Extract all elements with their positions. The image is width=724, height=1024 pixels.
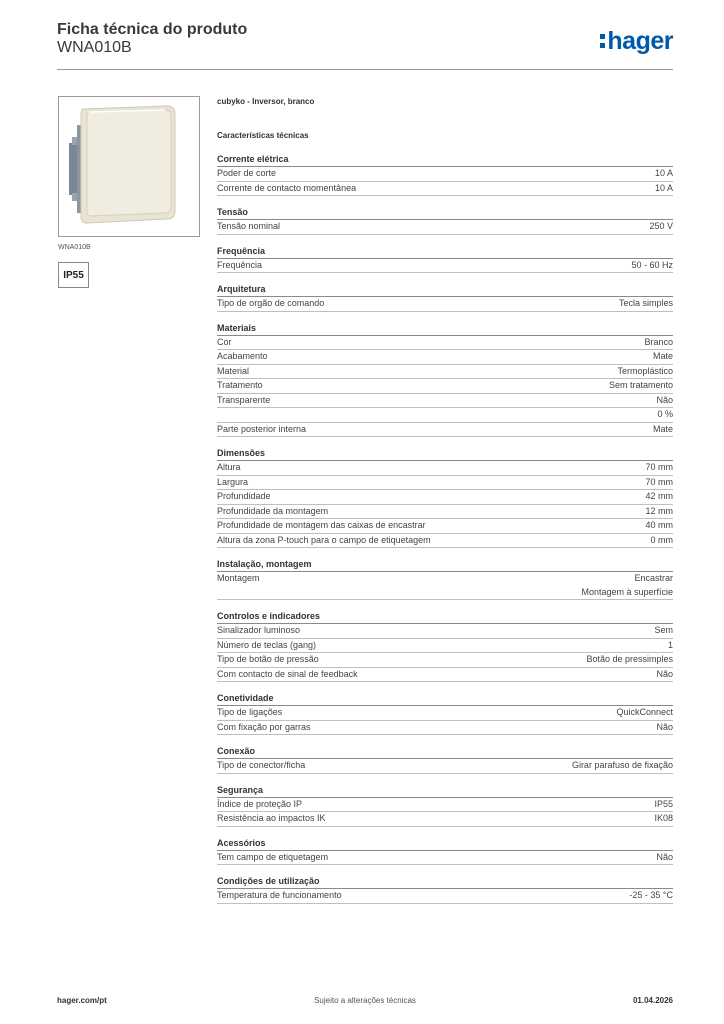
spec-row xyxy=(217,706,673,721)
spec-row xyxy=(217,394,673,409)
spec-label: Material xyxy=(217,365,250,376)
spec-row xyxy=(217,624,673,639)
spec-label: Corrente de contacto momentânea xyxy=(217,182,357,193)
footer-notice: Sujeito a alterações técnicas xyxy=(314,996,416,1005)
section-title: Segurança xyxy=(217,784,673,798)
document-header xyxy=(57,21,673,69)
spec-value: -25 - 35 °C xyxy=(629,890,673,900)
product-image xyxy=(58,96,200,237)
spec-value: QuickConnect xyxy=(616,707,673,717)
spec-value: Não xyxy=(656,721,673,732)
spec-value: Sem tratamento xyxy=(608,380,673,390)
spec-row xyxy=(217,721,673,736)
header-divider xyxy=(57,69,673,70)
spec-row xyxy=(217,534,673,549)
spec-value: 40 mm xyxy=(645,520,673,530)
logo-text: hager xyxy=(607,27,673,55)
section-title: Conexão xyxy=(217,745,673,759)
spec-value: Branco xyxy=(644,336,673,347)
spec-section xyxy=(217,558,673,600)
spec-label: Tem campo de etiquetagem xyxy=(217,851,329,862)
product-code: WNA010B xyxy=(57,39,132,56)
spec-value-line: Encastrar xyxy=(634,573,673,583)
spec-label: Temperatura de funcionamento xyxy=(217,890,342,900)
spec-row xyxy=(217,365,673,380)
spec-section xyxy=(217,245,673,274)
spec-row xyxy=(217,167,673,182)
spec-value: 1 xyxy=(667,639,673,650)
spec-label: Tipo de conector/ficha xyxy=(217,760,306,770)
spec-label: Índice de proteção IP xyxy=(217,798,303,809)
spec-value-line: Montagem à superfície xyxy=(581,586,673,597)
spec-row xyxy=(217,423,673,438)
spec-sections xyxy=(217,153,673,904)
spec-value: Não xyxy=(656,851,673,862)
spec-label: Largura xyxy=(217,476,249,487)
spec-row xyxy=(217,220,673,235)
spec-section xyxy=(217,206,673,235)
spec-row xyxy=(217,759,673,774)
spec-section xyxy=(217,784,673,827)
spec-label: Parte posterior interna xyxy=(217,423,307,434)
spec-value: Botão de pressimples xyxy=(586,654,673,664)
spec-value: 50 - 60 Hz xyxy=(631,259,673,270)
spec-value xyxy=(581,572,673,599)
spec-row xyxy=(217,182,673,197)
spec-row xyxy=(217,490,673,505)
image-caption: WNA010B xyxy=(58,244,91,251)
spec-label: Profundidade da montagem xyxy=(217,505,329,516)
spec-value: 0 mm xyxy=(650,534,673,545)
switch-illustration-icon xyxy=(59,97,199,236)
spec-value: 10 A xyxy=(654,182,673,193)
spec-row xyxy=(217,505,673,520)
document-footer xyxy=(57,996,673,1010)
spec-row xyxy=(217,572,673,600)
spec-value: 12 mm xyxy=(645,505,673,516)
spec-row xyxy=(217,653,673,668)
spec-label: Tipo de botão de pressão xyxy=(217,654,319,664)
spec-section xyxy=(217,283,673,312)
product-description: cubyko - Inversor, branco xyxy=(217,97,315,106)
spec-section xyxy=(217,692,673,735)
spec-row xyxy=(217,259,673,274)
spec-label: Tensão nominal xyxy=(217,221,281,231)
section-title: Acessórios xyxy=(217,837,673,851)
spec-row xyxy=(217,798,673,813)
spec-row xyxy=(217,476,673,491)
spec-value: Termoplástico xyxy=(617,365,673,376)
spec-row xyxy=(217,379,673,394)
section-title: Conetividade xyxy=(217,692,673,706)
footer-date: 01.04.2026 xyxy=(632,996,673,1005)
section-title: Condições de utilização xyxy=(217,875,673,889)
spec-section xyxy=(217,837,673,866)
spec-label: Transparente xyxy=(217,394,271,405)
spec-row xyxy=(217,639,673,654)
section-title: Corrente elétrica xyxy=(217,153,673,167)
section-title: Tensão xyxy=(217,206,673,220)
document-title: Ficha técnica do produto xyxy=(57,21,248,38)
spec-row xyxy=(217,336,673,351)
spec-label: Cor xyxy=(217,336,232,347)
section-title: Dimensões xyxy=(217,447,673,461)
section-title: Controlos e indicadores xyxy=(217,610,673,624)
spec-label: Tipo de ligações xyxy=(217,707,283,717)
spec-row xyxy=(217,408,673,423)
spec-value: Não xyxy=(656,668,673,679)
spec-section xyxy=(217,745,673,774)
spec-section xyxy=(217,610,673,682)
section-title: Instalação, montagem xyxy=(217,558,673,572)
spec-label: Altura xyxy=(217,462,241,472)
spec-row xyxy=(217,461,673,476)
spec-label: Profundidade xyxy=(217,491,271,501)
spec-section xyxy=(217,153,673,196)
spec-label: Altura da zona P-touch para o campo de etiquetagem xyxy=(217,534,431,545)
spec-value: 10 A xyxy=(654,168,673,178)
spec-value: 70 mm xyxy=(645,462,673,472)
spec-value: 70 mm xyxy=(645,476,673,487)
spec-value: 42 mm xyxy=(645,491,673,501)
spec-value: Sem xyxy=(654,625,673,635)
footer-website: hager.com/pt xyxy=(57,996,107,1005)
spec-row xyxy=(217,851,673,866)
spec-label: Sinalizador luminoso xyxy=(217,625,301,635)
spec-value: IK08 xyxy=(654,813,673,823)
technical-characteristics-heading: Características técnicas xyxy=(217,131,309,140)
ip-rating-badge: IP55 xyxy=(58,262,89,288)
spec-value: Não xyxy=(656,394,673,405)
spec-section xyxy=(217,875,673,904)
spec-label: Poder de corte xyxy=(217,168,277,178)
spec-value: 0 % xyxy=(657,409,673,419)
spec-value: Tecla simples xyxy=(618,298,673,308)
spec-row xyxy=(217,350,673,365)
spec-label: Profundidade de montagem das caixas de encastrar xyxy=(217,520,426,530)
spec-label: Com fixação por garras xyxy=(217,721,311,732)
section-title: Materiais xyxy=(217,322,673,336)
spec-label: Número de teclas (gang) xyxy=(217,639,317,650)
spec-row xyxy=(217,812,673,827)
spec-row xyxy=(217,519,673,534)
spec-row xyxy=(217,668,673,683)
spec-row xyxy=(217,297,673,312)
spec-label: Resistência ao impactos IK xyxy=(217,813,326,823)
spec-row xyxy=(217,889,673,904)
spec-value: Mate xyxy=(652,351,673,361)
spec-section xyxy=(217,447,673,548)
spec-value: IP55 xyxy=(654,798,673,809)
spec-value: Mate xyxy=(652,423,673,434)
section-title: Frequência xyxy=(217,245,673,259)
section-title: Arquitetura xyxy=(217,283,673,297)
spec-label: Com contacto de sinal de feedback xyxy=(217,668,358,679)
spec-value: Girar parafuso de fixação xyxy=(571,760,673,770)
spec-label: Tratamento xyxy=(217,380,263,390)
logo-dots-icon xyxy=(600,32,605,49)
spec-label: Tipo de orgão de comando xyxy=(217,298,325,308)
spec-label: Acabamento xyxy=(217,351,268,361)
spec-label: Montagem xyxy=(217,573,260,583)
specification-table xyxy=(217,96,673,904)
spec-label: Frequência xyxy=(217,259,263,270)
spec-section xyxy=(217,322,673,438)
hager-logo xyxy=(600,27,673,56)
spec-value: 250 V xyxy=(649,221,673,231)
